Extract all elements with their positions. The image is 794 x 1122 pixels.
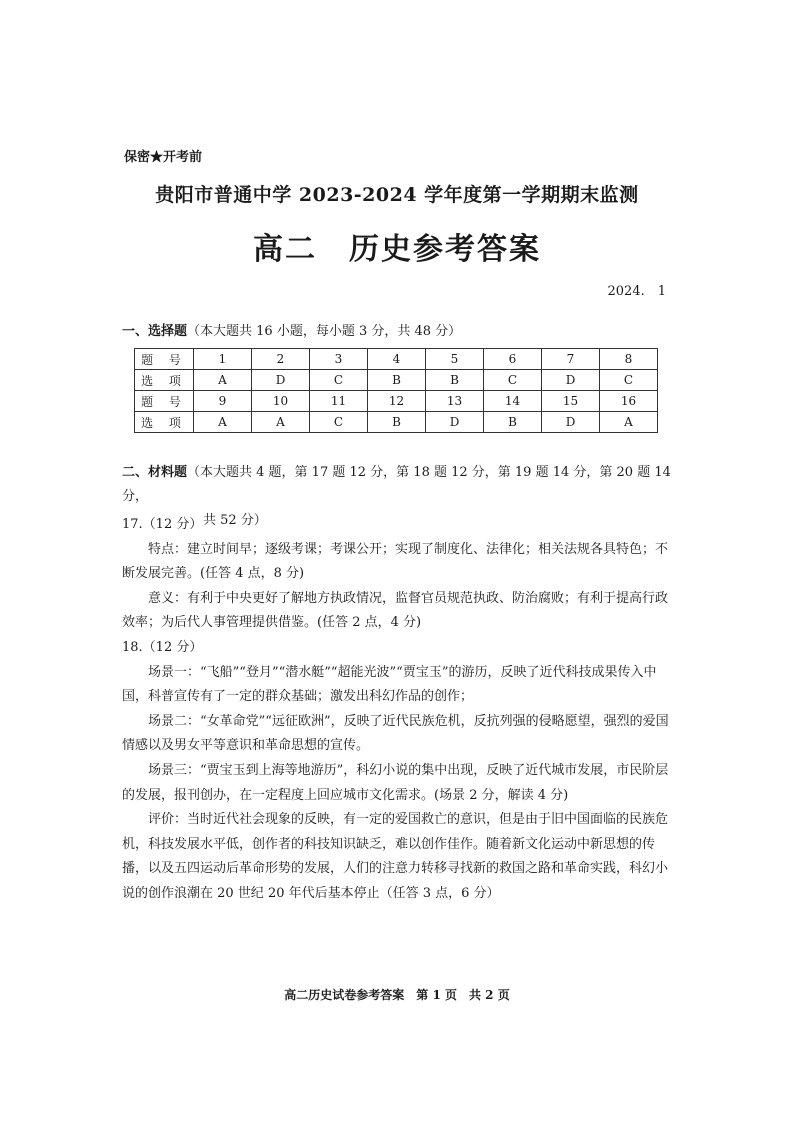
question-cell: 16 bbox=[600, 391, 658, 412]
q17-paragraph: 意义：有利于中央更好了解地方执政情况，监督官员规范执政、防治腐败；有利于提高行政效率；为后代人事管理提供借鉴。(任答 2 点，4 分) bbox=[122, 590, 669, 631]
q18-paragraph: 场景三：“贾宝玉到上海等地游历”，科幻小说的集中出现，反映了近代城市发展，市民阶层的发展，报刊创办，在一定程度上回应城市文化需求。(场景 2 分，解读 4 分) bbox=[122, 762, 669, 803]
answer-table bbox=[134, 348, 658, 433]
section1-heading bbox=[122, 320, 461, 339]
document-date: 2024. 1 bbox=[607, 284, 666, 299]
question-row bbox=[135, 349, 658, 370]
answer-row bbox=[135, 412, 658, 433]
answer-cell: D bbox=[252, 370, 310, 391]
section2-note: （本大题共 4 题，第 17 题 12 分，第 18 题 12 分，第 19 题 14 分，第 20 题 14 分， bbox=[122, 465, 671, 504]
question-cell: 3 bbox=[310, 349, 368, 370]
question-cell: 9 bbox=[194, 391, 252, 412]
q18-title: 18.（12 分） bbox=[122, 639, 203, 655]
exam-title: 贵阳市普通中学 2023-2024 学年度第一学期期末监测 bbox=[155, 184, 639, 206]
confidential-label: 保密★开考前 bbox=[124, 150, 203, 165]
question-row bbox=[135, 391, 658, 412]
answer-cell: D bbox=[426, 412, 484, 433]
question-cell: 5 bbox=[426, 349, 484, 370]
answer-label-cell: 选 项 bbox=[135, 370, 194, 391]
question-cell: 6 bbox=[484, 349, 542, 370]
answer-cell: B bbox=[368, 370, 426, 391]
q18-paragraph: 场景一：“飞船”“登月”“潜水艇”“超能光波”“贾宝玉”的游历，反映了近代科技成果传入中国，科普宣传有了一定的群众基础；激发出科幻作品的创作； bbox=[122, 664, 657, 705]
answer-cell: D bbox=[542, 370, 600, 391]
document-subtitle: 高二 历史参考答案 bbox=[253, 232, 541, 267]
answer-cell: A bbox=[194, 412, 252, 433]
question-cell: 11 bbox=[310, 391, 368, 412]
question-label-cell: 题 号 bbox=[135, 391, 194, 412]
question-cell: 15 bbox=[542, 391, 600, 412]
answer-cell: C bbox=[484, 370, 542, 391]
answer-cell: C bbox=[310, 412, 368, 433]
answer-cell: C bbox=[600, 370, 658, 391]
answer-cell: A bbox=[252, 412, 310, 433]
answer-cell: B bbox=[426, 370, 484, 391]
q18-paragraph: 评价：当时近代社会现象的反映，有一定的爱国救亡的意识，但是由于旧中国面临的民族危机，科技发展水平低，创作者的科技知识缺乏，难以创作佳作。随着新文化运动中新思想的传播，以及五四运动后革命形势的发展，人们的注意力转移寻找新的救国之路和革命实践，科幻小说的创作浪潮在 20 世纪 20 年代后基本停止（任答 3 点，6 分） bbox=[122, 812, 669, 901]
section2-note-cont: 共 52 分） bbox=[203, 513, 267, 528]
question-cell: 4 bbox=[368, 349, 426, 370]
section2-title: 二、材料题 bbox=[122, 465, 188, 480]
answer-label-cell: 选 项 bbox=[135, 412, 194, 433]
answer-body bbox=[122, 513, 674, 907]
section1-title: 一、选择题 bbox=[122, 324, 188, 339]
page-footer: 高二历史试卷参考答案 第 1 页 共 2 页 bbox=[284, 988, 510, 1002]
question-cell: 2 bbox=[252, 349, 310, 370]
question-cell: 7 bbox=[542, 349, 600, 370]
question-cell: 10 bbox=[252, 391, 310, 412]
answer-cell: B bbox=[484, 412, 542, 433]
answer-cell: A bbox=[194, 370, 252, 391]
answer-cell: A bbox=[600, 412, 658, 433]
question-cell: 13 bbox=[426, 391, 484, 412]
question-cell: 8 bbox=[600, 349, 658, 370]
question-cell: 1 bbox=[194, 349, 252, 370]
question-cell: 14 bbox=[484, 391, 542, 412]
question-label-cell: 题 号 bbox=[135, 349, 194, 370]
answer-row bbox=[135, 370, 658, 391]
q17-paragraph: 特点：建立时间早；逐级考课；考课公开；实现了制度化、法律化；相关法规各具特色；不断发展完善。(任答 4 点，8 分) bbox=[122, 541, 669, 582]
section1-note: （本大题共 16 小题，每小题 3 分，共 48 分） bbox=[187, 324, 462, 339]
answer-cell: C bbox=[310, 370, 368, 391]
q17-title: 17.（12 分） bbox=[122, 517, 203, 532]
question-cell: 12 bbox=[368, 391, 426, 412]
q18-paragraph: 场景二：“女革命党”“远征欧洲”，反映了近代民族危机，反抗列强的侵略愿望，强烈的爱国情感以及男女平等意识和革命思想的宣传。 bbox=[122, 713, 669, 754]
answer-cell: D bbox=[542, 412, 600, 433]
answer-cell: B bbox=[368, 412, 426, 433]
